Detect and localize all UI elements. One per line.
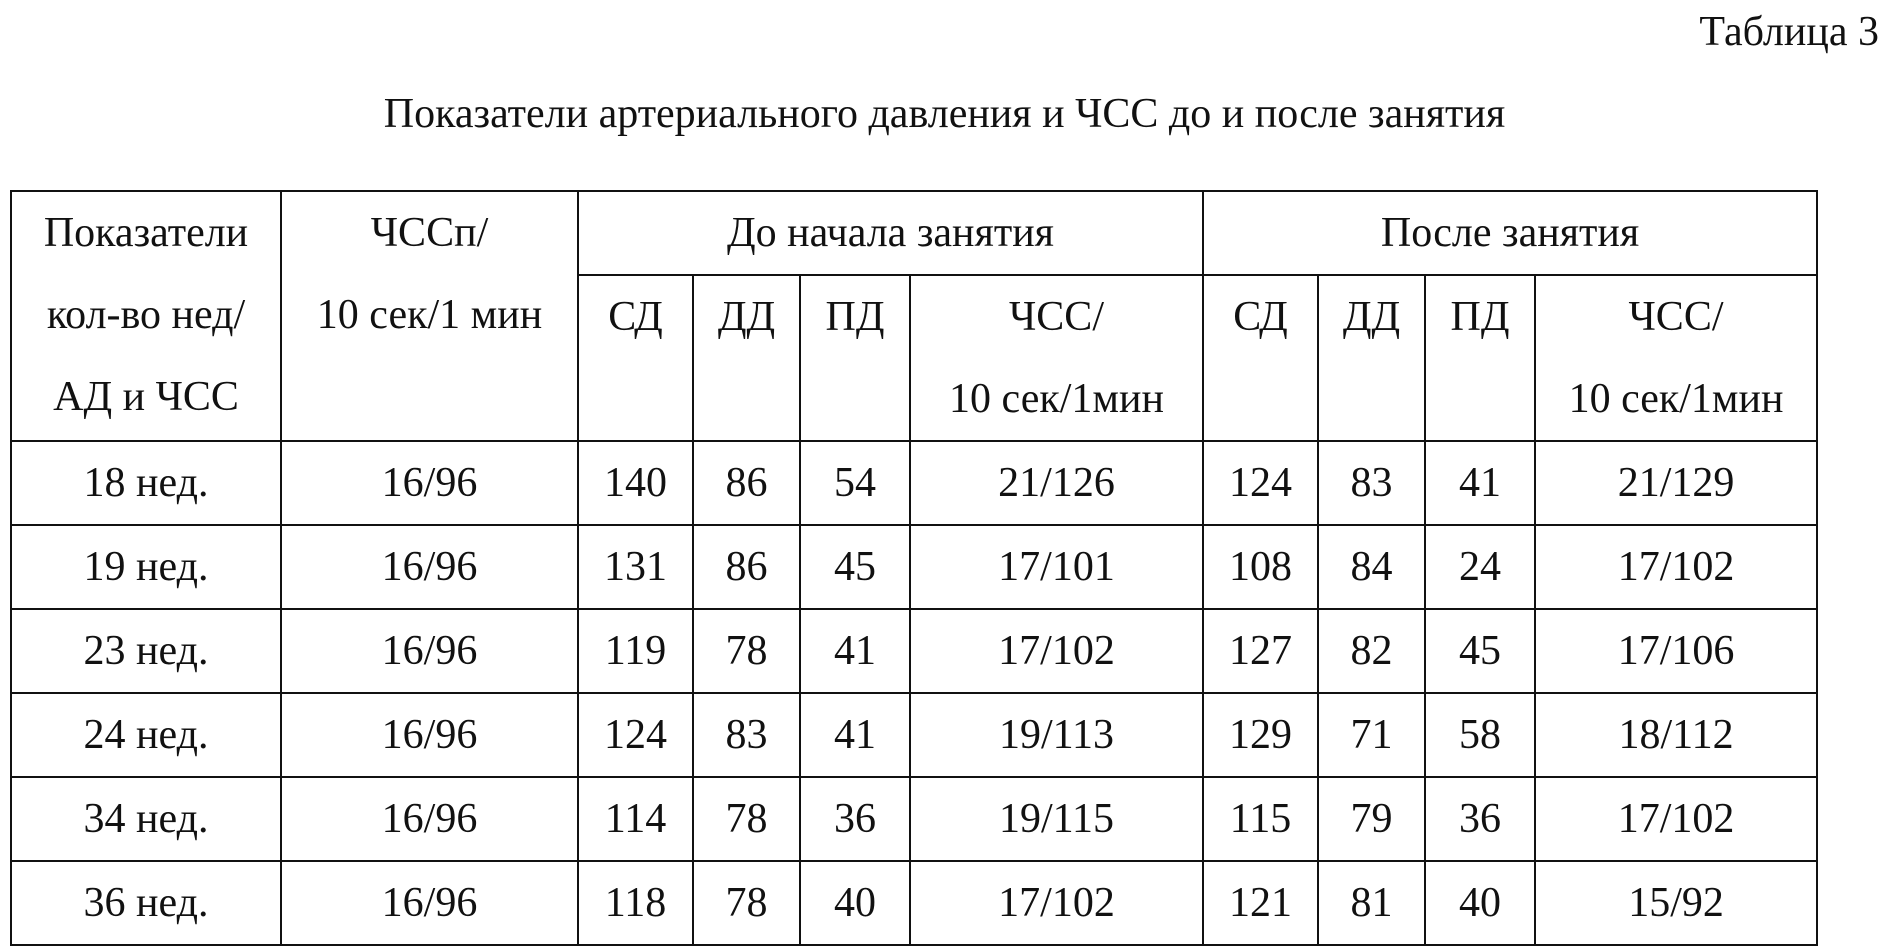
cell-after-sd: 129: [1203, 693, 1318, 777]
cell-after-dd: 81: [1318, 861, 1425, 945]
cell-week: 36 нед.: [11, 861, 281, 945]
table-row: [11, 777, 1817, 861]
cell-before-pd: 45: [800, 525, 910, 609]
table-row: [11, 525, 1817, 609]
cell-before-dd: 86: [693, 441, 800, 525]
cell-week: 24 нед.: [11, 693, 281, 777]
table-row: [11, 693, 1817, 777]
cell-hr-rest: 16/96: [281, 609, 578, 693]
header-after-hr-line2: 10 сек/1мин: [1568, 376, 1784, 422]
table-title: Показатели артериального давления и ЧСС до и после занятия: [383, 91, 1506, 137]
cell-after-dd: 82: [1318, 609, 1425, 693]
header-hr-rest-line1: ЧССп/: [370, 210, 489, 256]
table-body: [11, 441, 1817, 945]
cell-after-pd: 41: [1425, 441, 1535, 525]
header-after-group: После занятия: [1203, 191, 1817, 275]
cell-after-hr: 15/92: [1535, 861, 1817, 945]
header-before-sd: СД: [578, 275, 693, 441]
cell-before-sd: 118: [578, 861, 693, 945]
table-row: [11, 441, 1817, 525]
header-before-pd: ПД: [800, 275, 910, 441]
header-before-hr: [910, 275, 1203, 441]
header-hr-rest-line2: 10 сек/1 мин: [316, 292, 543, 338]
cell-after-sd: 124: [1203, 441, 1318, 525]
header-before-group: До начала занятия: [578, 191, 1203, 275]
cell-before-hr: 17/102: [910, 609, 1203, 693]
cell-hr-rest: 16/96: [281, 861, 578, 945]
cell-after-pd: 24: [1425, 525, 1535, 609]
header-after-hr-line1: ЧСС/: [1628, 294, 1724, 340]
header-after-hr: [1535, 275, 1817, 441]
cell-week: 18 нед.: [11, 441, 281, 525]
cell-before-pd: 41: [800, 609, 910, 693]
cell-after-dd: 83: [1318, 441, 1425, 525]
header-after-pd: ПД: [1425, 275, 1535, 441]
cell-after-hr: 17/106: [1535, 609, 1817, 693]
cell-before-hr: 17/102: [910, 861, 1203, 945]
cell-before-pd: 54: [800, 441, 910, 525]
header-before-dd: ДД: [693, 275, 800, 441]
cell-before-pd: 41: [800, 693, 910, 777]
cell-after-pd: 36: [1425, 777, 1535, 861]
cell-before-sd: 114: [578, 777, 693, 861]
cell-after-sd: 108: [1203, 525, 1318, 609]
cell-before-dd: 83: [693, 693, 800, 777]
cell-before-sd: 131: [578, 525, 693, 609]
header-indicators-line3: АД и ЧСС: [53, 374, 239, 420]
cell-before-hr: 19/113: [910, 693, 1203, 777]
header-indicators-line2: кол-во нед/: [46, 292, 246, 338]
header-after-sd: СД: [1203, 275, 1318, 441]
cell-before-dd: 78: [693, 609, 800, 693]
cell-after-hr: 21/129: [1535, 441, 1817, 525]
header-before-hr-line2: 10 сек/1мин: [949, 376, 1164, 422]
cell-after-dd: 71: [1318, 693, 1425, 777]
cell-week: 19 нед.: [11, 525, 281, 609]
cell-after-sd: 121: [1203, 861, 1318, 945]
cell-before-sd: 119: [578, 609, 693, 693]
cell-after-sd: 115: [1203, 777, 1318, 861]
cell-hr-rest: 16/96: [281, 525, 578, 609]
cell-before-hr: 19/115: [910, 777, 1203, 861]
table-row: [11, 861, 1817, 945]
header-hr-rest: [281, 191, 578, 441]
cell-week: 23 нед.: [11, 609, 281, 693]
cell-after-sd: 127: [1203, 609, 1318, 693]
header-before-hr-line1: ЧСС/: [1009, 294, 1104, 340]
cell-after-pd: 58: [1425, 693, 1535, 777]
cell-after-pd: 40: [1425, 861, 1535, 945]
cell-before-sd: 140: [578, 441, 693, 525]
cell-before-dd: 78: [693, 861, 800, 945]
cell-after-pd: 45: [1425, 609, 1535, 693]
cell-before-dd: 86: [693, 525, 800, 609]
cell-before-pd: 36: [800, 777, 910, 861]
cell-after-dd: 84: [1318, 525, 1425, 609]
table-row: [11, 609, 1817, 693]
cell-before-pd: 40: [800, 861, 910, 945]
cell-after-dd: 79: [1318, 777, 1425, 861]
cell-after-hr: 17/102: [1535, 525, 1817, 609]
cell-hr-rest: 16/96: [281, 777, 578, 861]
cell-before-dd: 78: [693, 777, 800, 861]
cell-before-hr: 21/126: [910, 441, 1203, 525]
cell-week: 34 нед.: [11, 777, 281, 861]
table-header: [11, 191, 1817, 441]
cell-hr-rest: 16/96: [281, 693, 578, 777]
table-number-label: Таблица 3: [1699, 9, 1879, 55]
header-indicators: [11, 191, 281, 441]
cell-after-hr: 17/102: [1535, 777, 1817, 861]
cell-after-hr: 18/112: [1535, 693, 1817, 777]
cell-hr-rest: 16/96: [281, 441, 578, 525]
blood-pressure-table: [10, 190, 1818, 946]
header-after-dd: ДД: [1318, 275, 1425, 441]
cell-before-hr: 17/101: [910, 525, 1203, 609]
cell-before-sd: 124: [578, 693, 693, 777]
header-indicators-line1: Показатели: [43, 210, 249, 256]
